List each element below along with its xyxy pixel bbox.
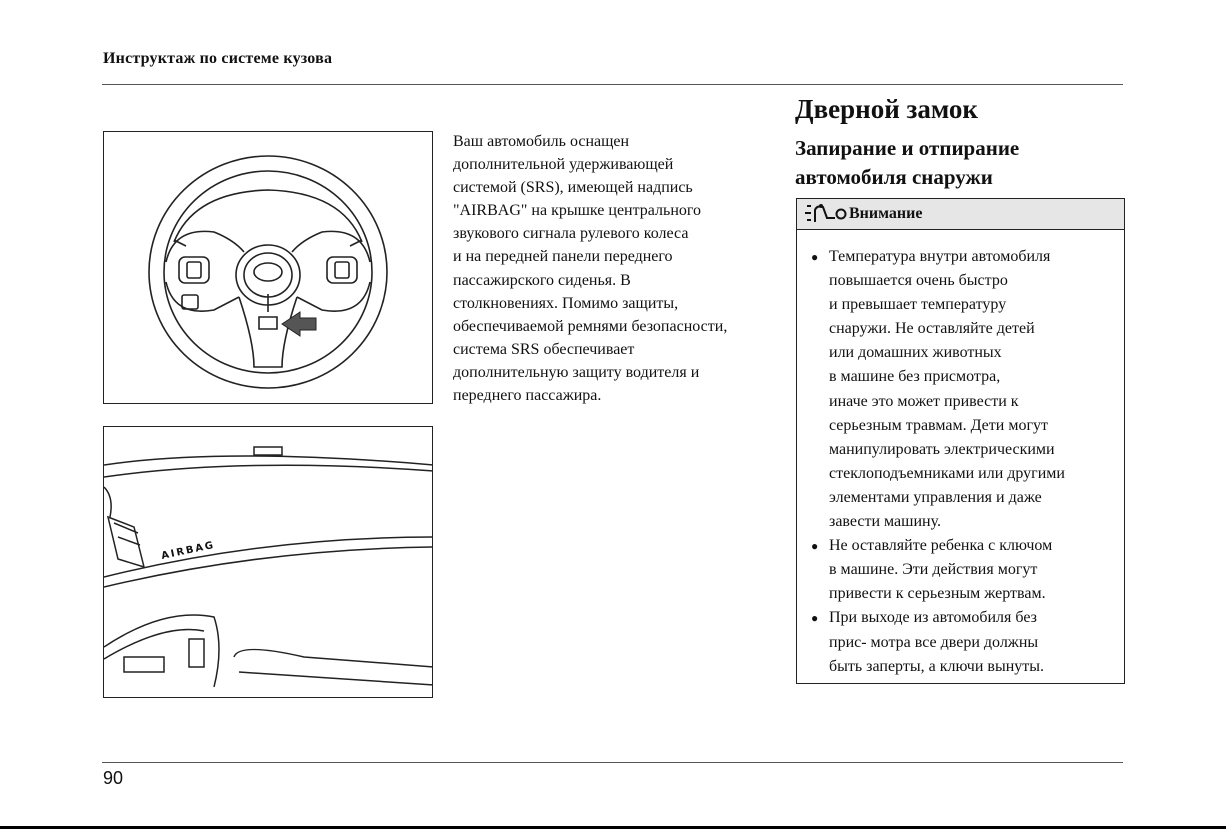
warning-line: прис- мотра все двери должны xyxy=(829,633,1039,651)
steering-wheel-figure xyxy=(103,131,433,404)
warning-line: элементами управления и даже xyxy=(829,488,1042,506)
intro-line: дополнительную защиту водителя и xyxy=(453,363,700,381)
warning-line: в машине без присмотра, xyxy=(829,368,1001,386)
subsection-title-line: автомобиля снаружи xyxy=(795,165,993,189)
srs-intro-paragraph xyxy=(453,130,783,407)
intro-line: переднего пассажира. xyxy=(453,387,602,405)
warning-line: в машине. Эти действия могут xyxy=(829,561,1038,579)
warning-box xyxy=(796,198,1125,684)
intro-line: "AIRBAG" на крышке центрального xyxy=(453,202,702,220)
warning-line: ● При выходе из автомобиля без xyxy=(811,606,1065,630)
warning-body xyxy=(811,245,1065,679)
warning-line: манипулировать электрическими xyxy=(829,440,1055,458)
warning-line: или домашних животных xyxy=(829,344,1002,362)
warning-line: стеклоподъемниками или другими xyxy=(829,464,1065,482)
intro-line: обеспечиваемой ремнями безопасности, xyxy=(453,317,728,335)
intro-line: и на передней панели переднего xyxy=(453,248,673,266)
warning-line: и превышает температуру xyxy=(829,296,1007,314)
warning-line: быть заперты, а ключи вынуты. xyxy=(829,657,1045,675)
intro-line: дополнительной удерживающей xyxy=(453,156,674,174)
dashboard-figure xyxy=(103,426,433,698)
warning-line: ● Не оставляйте ребенка с ключом xyxy=(811,534,1065,558)
intro-line: столкновениях. Помимо защиты, xyxy=(453,294,679,312)
intro-line: пассажирского сиденья. В xyxy=(453,271,631,289)
page-number: 90 xyxy=(103,768,124,788)
child-in-car-warning-icon xyxy=(803,202,847,226)
warning-header xyxy=(797,199,1124,230)
intro-line: звукового сигнала рулевого колеса xyxy=(453,225,689,243)
intro-line: Ваш автомобиль оснащен xyxy=(453,133,630,150)
warning-line: снаружи. Не оставляйте детей xyxy=(829,320,1035,338)
warning-line: иначе это может привести к xyxy=(829,392,1019,410)
section-title: Дверной замок xyxy=(795,94,978,124)
warning-line: ● Температура внутри автомобиля xyxy=(811,245,1065,269)
warning-line: повышается очень быстро xyxy=(829,272,1008,290)
subsection-title xyxy=(795,134,1019,192)
dashboard-illustration xyxy=(104,427,432,697)
intro-line: системой (SRS), имеющей надпись xyxy=(453,179,693,197)
footer-divider xyxy=(102,762,1123,763)
airbag-label: AIRBAG xyxy=(160,539,217,562)
intro-line: система SRS обеспечивает xyxy=(453,340,635,358)
warning-label: Внимание xyxy=(849,205,923,222)
header-divider xyxy=(102,84,1123,85)
warning-line: завести машину. xyxy=(829,513,941,531)
running-header: Инструктаж по системе кузова xyxy=(103,50,333,67)
warning-line: серьезным травмам. Дети могут xyxy=(829,416,1049,434)
subsection-title-line: Запирание и отпирание xyxy=(795,136,1020,160)
steering-wheel-illustration xyxy=(104,132,432,403)
warning-line: привести к серьезным жертвам. xyxy=(829,585,1046,603)
